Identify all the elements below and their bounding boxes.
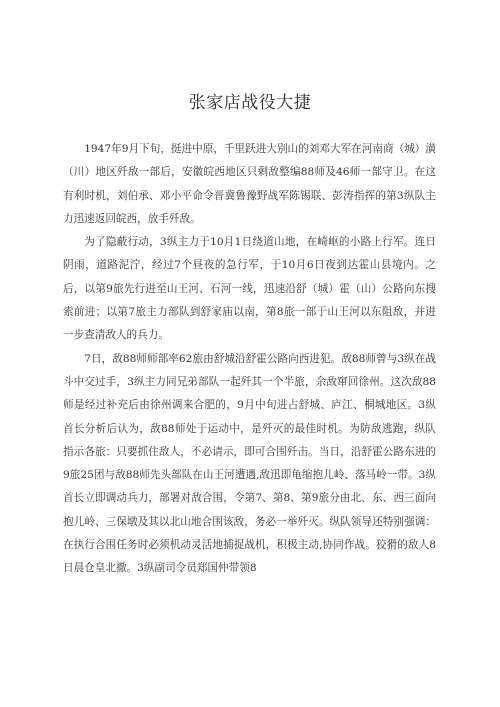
document-title: 张家店战役大捷: [188, 93, 312, 113]
paragraph-1: 1947年9月下旬，挺进中原，千里跃进大别山的刘邓大军在河南商（城）潢（川）地区歼敌一部后，安徽皖西地区只剩敌整编88师及46师一部守卫。在这有利时机，刘伯承、邓小平命令晋冀鲁豫野战军陈锡联、彭涛指挥的第3纵队主力迅速返回皖西，放手歼敌。: [63, 143, 436, 225]
document-body: [63, 138, 436, 581]
paragraph-2: 为了隐蔽行动，3纵主力于10月1日绕道山地，在崎岖的小路上行军。连日阴雨，道路泥泞，经过7个昼夜的急行军，于10月6日夜到达霍山县境内。之后，以第9旅先行进至山王河、石河一线，迅速沿舒（城）霍（山）公路向东搜索前进；以第7旅主力部队到舒家庙以南，第8旅一部于山王河以东阻敌，并进一步查清敌人的兵力。: [63, 236, 436, 342]
paragraph-3: 7日，敌88师师部率62旅由舒城沿舒霍公路向西进犯。敌88师曾与3纵在战斗中交过手，3纵主力同兄弟部队一起歼其一个半旅，余敌窜回徐州。这次敌88师是经过补充后由徐州调来合肥的，9月中旬进占舒城、庐江、桐城地区。3纵首长分析后认为，敌88师处于运动中，是歼灭的最佳时机。为防敌逃跑，纵队指示各旅：只要抓住敌人，不必请示，即可合围歼击。当日，沿舒霍公路东进的9旅25团与敌88师先头部队在山王河遭遇,敌迅即龟缩抱儿岭、落马岭一带。3纵首长立即调动兵力，部署对敌合围，令第7、第8、第9旅分由北、东、西三面向抱儿岭、三保墩及其以北山地合围该敌，务必一举歼灭。纵队领导还特别强调：在执行合围任务时必须机动灵活地捕捉战机，积极主动,协同作战。狡猾的敌人8日晨仓皇北撤。3纵副司令员郑国仲带领8: [63, 352, 436, 575]
